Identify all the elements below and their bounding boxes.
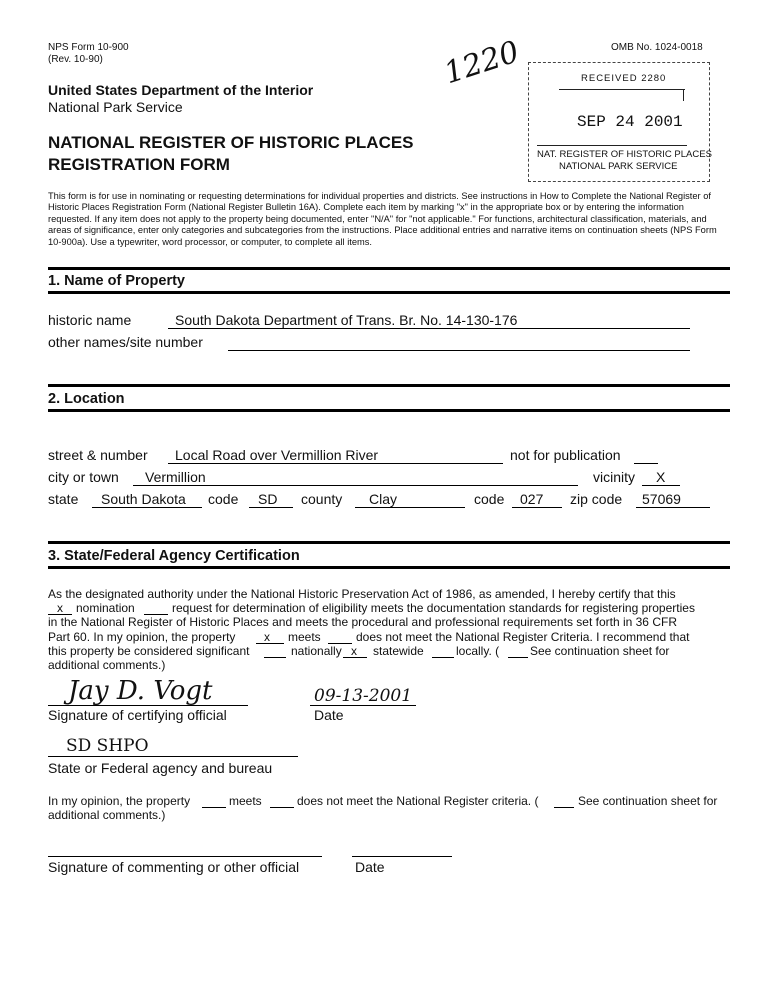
- agency-line: [48, 756, 298, 757]
- stamp-date: SEP 24 2001: [577, 113, 683, 131]
- underline: [355, 507, 465, 508]
- county-code-label: code: [474, 491, 505, 507]
- underline: [642, 485, 680, 486]
- department-name: United States Department of the Interior: [48, 82, 314, 98]
- stamp-line1: NAT. REGISTER OF HISTORIC PLACES: [537, 149, 712, 160]
- cert-line-4b: meets: [288, 630, 321, 644]
- street-label: street & number: [48, 447, 148, 463]
- instructions-paragraph: This form is for use in nominating or requesting determinations for individual properties and districts. See instructions in How to Complete the National Register of Historic Places Registration Form (National Register Bulletin 16A). Complete each item by marking "x" in the appropriate box or by entering the information requested. If any item does not apply to the property being documented, enter "N/A" for "not applicable." For functions, architectural classification, materials, and areas of significance, enter only categories and subcategories from the instructions. Place additional entries and narrative items on continuation sheets (NPS Form 10-900a). Use a typewriter, word processor, or computer, to complete all items.: [48, 191, 717, 247]
- stamp-received: RECEIVED 2280: [581, 73, 667, 84]
- underline: [133, 485, 578, 486]
- section2-heading: 2. Location: [48, 391, 125, 407]
- statewide-mark: x: [351, 644, 357, 658]
- county-label: county: [301, 491, 343, 507]
- underline: [249, 507, 293, 508]
- date-line: [310, 705, 416, 706]
- certification-date-value[interactable]: 09-13-2001: [314, 686, 413, 706]
- state-label: state: [48, 491, 79, 507]
- vicinity-value[interactable]: X: [656, 469, 666, 485]
- section-rule: [48, 409, 730, 412]
- cert-line-3: in the National Register of Historic Places and meets the procedural and professional requirements set forth in 36 CFR: [48, 615, 677, 629]
- service-name: National Park Service: [48, 99, 183, 115]
- nationally-checkbox[interactable]: [264, 657, 286, 658]
- cert-line-5c: statewide: [373, 644, 424, 658]
- state-code-label: code: [208, 491, 239, 507]
- underline: [168, 328, 690, 329]
- received-stamp: [528, 62, 710, 182]
- section-rule: [48, 291, 730, 294]
- signature-line: [48, 705, 248, 706]
- cert-line-2: request for determination of eligibility meets the documentation standards for registering properties: [172, 601, 695, 615]
- commenting-signature-line[interactable]: [48, 856, 322, 857]
- certifying-signature: Jay D. Vogt: [68, 676, 213, 706]
- city-label: city or town: [48, 469, 119, 485]
- street-value[interactable]: Local Road over Vermillion River: [175, 447, 379, 463]
- section3-heading: 3. State/Federal Agency Certification: [48, 548, 300, 564]
- opinion-does-not-meet-checkbox[interactable]: [270, 807, 294, 808]
- opinion-line-2: additional comments.): [48, 808, 166, 822]
- agency-value[interactable]: SD SHPO: [66, 736, 149, 756]
- vicinity-label: vicinity: [593, 469, 636, 485]
- continuation-checkbox[interactable]: [508, 657, 528, 658]
- handwritten-number: 1220: [440, 34, 524, 92]
- county-code-value[interactable]: 027: [520, 491, 544, 507]
- opinion-line-1b: meets: [229, 794, 262, 808]
- zip-label: zip code: [570, 491, 623, 507]
- section-rule: [48, 267, 730, 270]
- not-for-publication-field[interactable]: [634, 463, 658, 464]
- date-label: Date: [314, 707, 344, 723]
- meets-checkbox[interactable]: [256, 643, 284, 644]
- section-rule: [48, 566, 730, 569]
- opinion-line-1c: does not meet the National Register criteria. (: [297, 794, 539, 808]
- section-rule: [48, 384, 730, 387]
- state-value[interactable]: South Dakota: [101, 491, 186, 507]
- historic-name-label: historic name: [48, 312, 132, 328]
- city-value[interactable]: Vermillion: [145, 469, 206, 485]
- underline: [512, 507, 562, 508]
- cert-line-5b: nationally: [291, 644, 342, 658]
- not-for-publication-label: not for publication: [510, 447, 621, 463]
- nomination-mark: x: [57, 601, 63, 615]
- zip-value[interactable]: 57069: [642, 491, 681, 507]
- underline: [636, 507, 710, 508]
- form-revision: (Rev. 10-90): [48, 54, 103, 65]
- meets-mark: x: [264, 630, 270, 644]
- section-rule: [48, 541, 730, 544]
- historic-name-value[interactable]: South Dakota Department of Trans. Br. No. 14-130-176: [175, 312, 518, 328]
- cert-line-4c: does not meet the National Register Criteria. I recommend that: [356, 630, 690, 644]
- form-title-line2: REGISTRATION FORM: [48, 155, 230, 174]
- opinion-line-1a: In my opinion, the property: [48, 794, 191, 808]
- commenting-date-label: Date: [355, 859, 385, 875]
- omb-number: OMB No. 1024-0018: [611, 42, 703, 53]
- stamp-line2: NATIONAL PARK SERVICE: [559, 161, 678, 172]
- nomination-label: nomination: [76, 601, 135, 615]
- other-names-label: other names/site number: [48, 334, 203, 350]
- form-title-line1: NATIONAL REGISTER OF HISTORIC PLACES: [48, 133, 414, 152]
- form-number: NPS Form 10-900: [48, 42, 129, 53]
- state-code-value[interactable]: SD: [258, 491, 278, 507]
- underline: [168, 463, 503, 464]
- locally-checkbox[interactable]: [432, 657, 454, 658]
- cert-line-5e: See continuation sheet for: [530, 644, 670, 658]
- underline: [92, 507, 202, 508]
- section1-heading: 1. Name of Property: [48, 273, 185, 289]
- cert-line-5d: locally. (: [456, 644, 500, 658]
- underline: [228, 350, 690, 351]
- opinion-line-1d: See continuation sheet for: [578, 794, 718, 808]
- opinion-continuation-checkbox[interactable]: [554, 807, 574, 808]
- signature-label: Signature of certifying official: [48, 707, 227, 723]
- cert-line-5a: this property be considered significant: [48, 644, 250, 658]
- agency-label: State or Federal agency and bureau: [48, 760, 273, 776]
- commenting-signature-label: Signature of commenting or other official: [48, 859, 300, 875]
- cert-line-1: As the designated authority under the National Historic Preservation Act of 1986, as amended, I hereby certify that this: [48, 587, 676, 601]
- county-value[interactable]: Clay: [369, 491, 398, 507]
- commenting-date-line[interactable]: [352, 856, 452, 857]
- cert-line-4a: Part 60. In my opinion, the property: [48, 630, 236, 644]
- cert-line-6: additional comments.): [48, 658, 166, 672]
- opinion-meets-checkbox[interactable]: [202, 807, 226, 808]
